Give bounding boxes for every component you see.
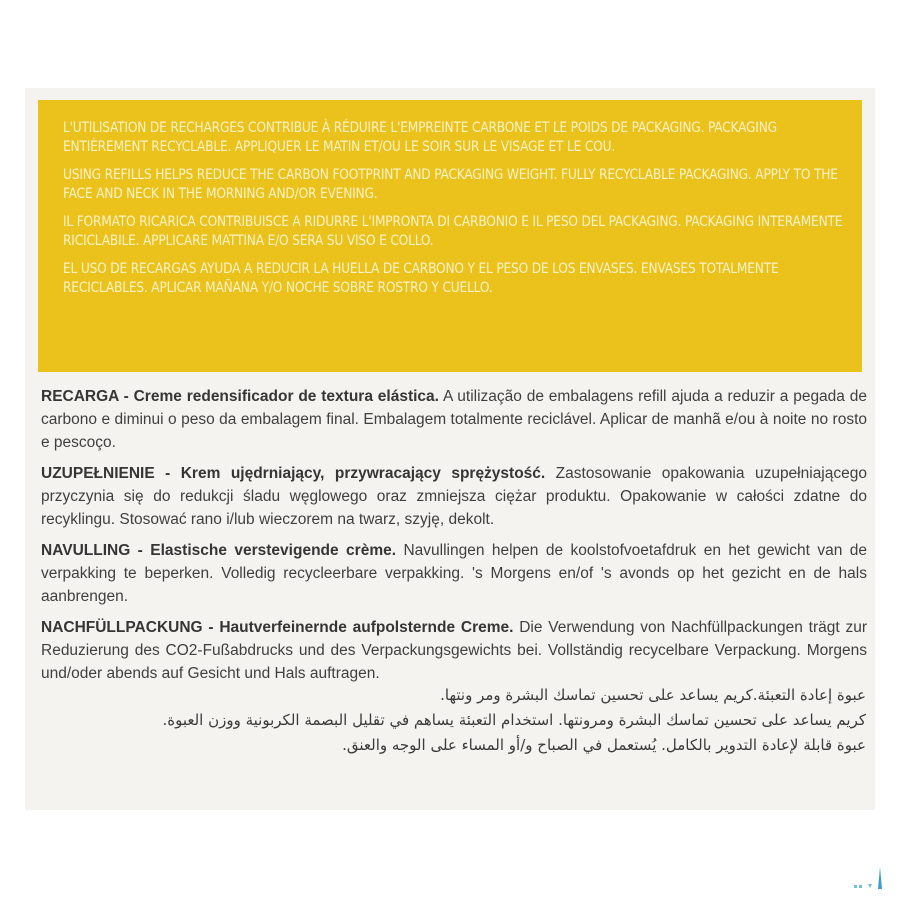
- spanish-text: EL USO DE RECARGAS AYUDA A REDUCIR LA HUELLA DE CARBONO Y EL PESO DE LOS ENVASES. ENVASES TOTALMENTE RECICLABLES. APLICAR MAÑANA Y/O NOCHE SOBRE ROSTRO Y CUELLO.: [63, 260, 779, 296]
- portuguese-section: [41, 385, 867, 454]
- section-text: Zastosowanie opakowania uzupełniającego przyczynia się do redukcji śladu węglowego oraz zmniejsza ciężar produktu. Opakowanie w całości zdatne do recyklingu. Stosować rano i/lub wieczorem na twarz, szyję, dekolt.: [41, 465, 867, 528]
- german-section: [41, 616, 867, 685]
- section-text: A utilização de embalagens refill ajuda a reduzir a pegada de carbono e diminui o peso da embalagem final. Embalagem totalmente reciclável. Aplicar de manhã e/ou à noite no rosto e pescoço.: [41, 388, 867, 451]
- english-text: USING REFILLS HELPS REDUCE THE CARBON FOOTPRINT AND PACKAGING WEIGHT. FULLY RECYCLABLE PACKAGING. APPLY TO THE FACE AND NECK IN THE MORNING AND/OR EVENING.: [63, 166, 838, 202]
- arabic-line: عبوة قابلة لإعادة التدوير بالكامل. يُستعمل في الصباح و/أو المساء على الوجه والعنق.: [342, 736, 866, 754]
- arabic-line: كريم يساعد على تحسين تماسك البشرة ومرونتها. استخدام التعبئة يساهم في تقليل البصمة الكربونية ووزن العبوة.: [162, 711, 866, 729]
- section-text: Navullingen helpen de koolstofvoetafdruk en het gewicht van de verpakking te beperken. Volledig recycleerbare verpakking. 's Morgens en/of 's avonds op het gezicht en de hals aanbrengen.: [41, 542, 867, 605]
- italian-text: IL FORMATO RICARICA CONTRIBUISCE A RIDURRE L'IMPRONTA DI CARBONIO E IL PESO DEL PACKAGING. PACKAGING INTERAMENTE RICICLABILE. APPLICARE MATTINA E/O SERA SU VISO E COLLO.: [63, 213, 843, 249]
- arabic-line: عبوة إعادة التعبئة.كريم يساعد على تحسين تماسك البشرة ومر ونتها.: [440, 686, 866, 704]
- arabic-section: [162, 683, 866, 758]
- section-heading: RECARGA - Creme redensificador de textura elástica.: [41, 388, 439, 405]
- brand-logo-icon: [850, 865, 900, 895]
- section-heading: UZUPEŁNIENIE - Krem ujędrniający, przywracający sprężystość.: [41, 465, 546, 482]
- product-description: [41, 385, 867, 693]
- french-text: L'UTILISATION DE RECHARGES CONTRIBUE À RÉDUIRE L'EMPREINTE CARBONE ET LE POIDS DE PACKAGING. PACKAGING ENTIÈREMENT RECYCLABLE. APPLIQUER LE MATIN ET/OU LE SOIR SUR LE VISAGE ET LE COU.: [63, 119, 777, 155]
- section-heading: NACHFÜLLPACKUNG - Hautverfeinernde aufpolsternde Creme.: [41, 619, 514, 636]
- section-text: Die Verwendung von Nachfüllpackungen trägt zur Reduzierung des CO2-Fußabdrucks und des Verpackungsgewichts bei. Vollständig recycelbare Verpackung. Morgens und/oder abends auf Gesicht und Hals auftragen.: [41, 619, 867, 682]
- section-heading: NAVULLING - Elastische verstevigende crème.: [41, 542, 397, 559]
- multilingual-yellow-box: [38, 100, 862, 372]
- polish-section: [41, 462, 867, 531]
- dutch-section: [41, 539, 867, 608]
